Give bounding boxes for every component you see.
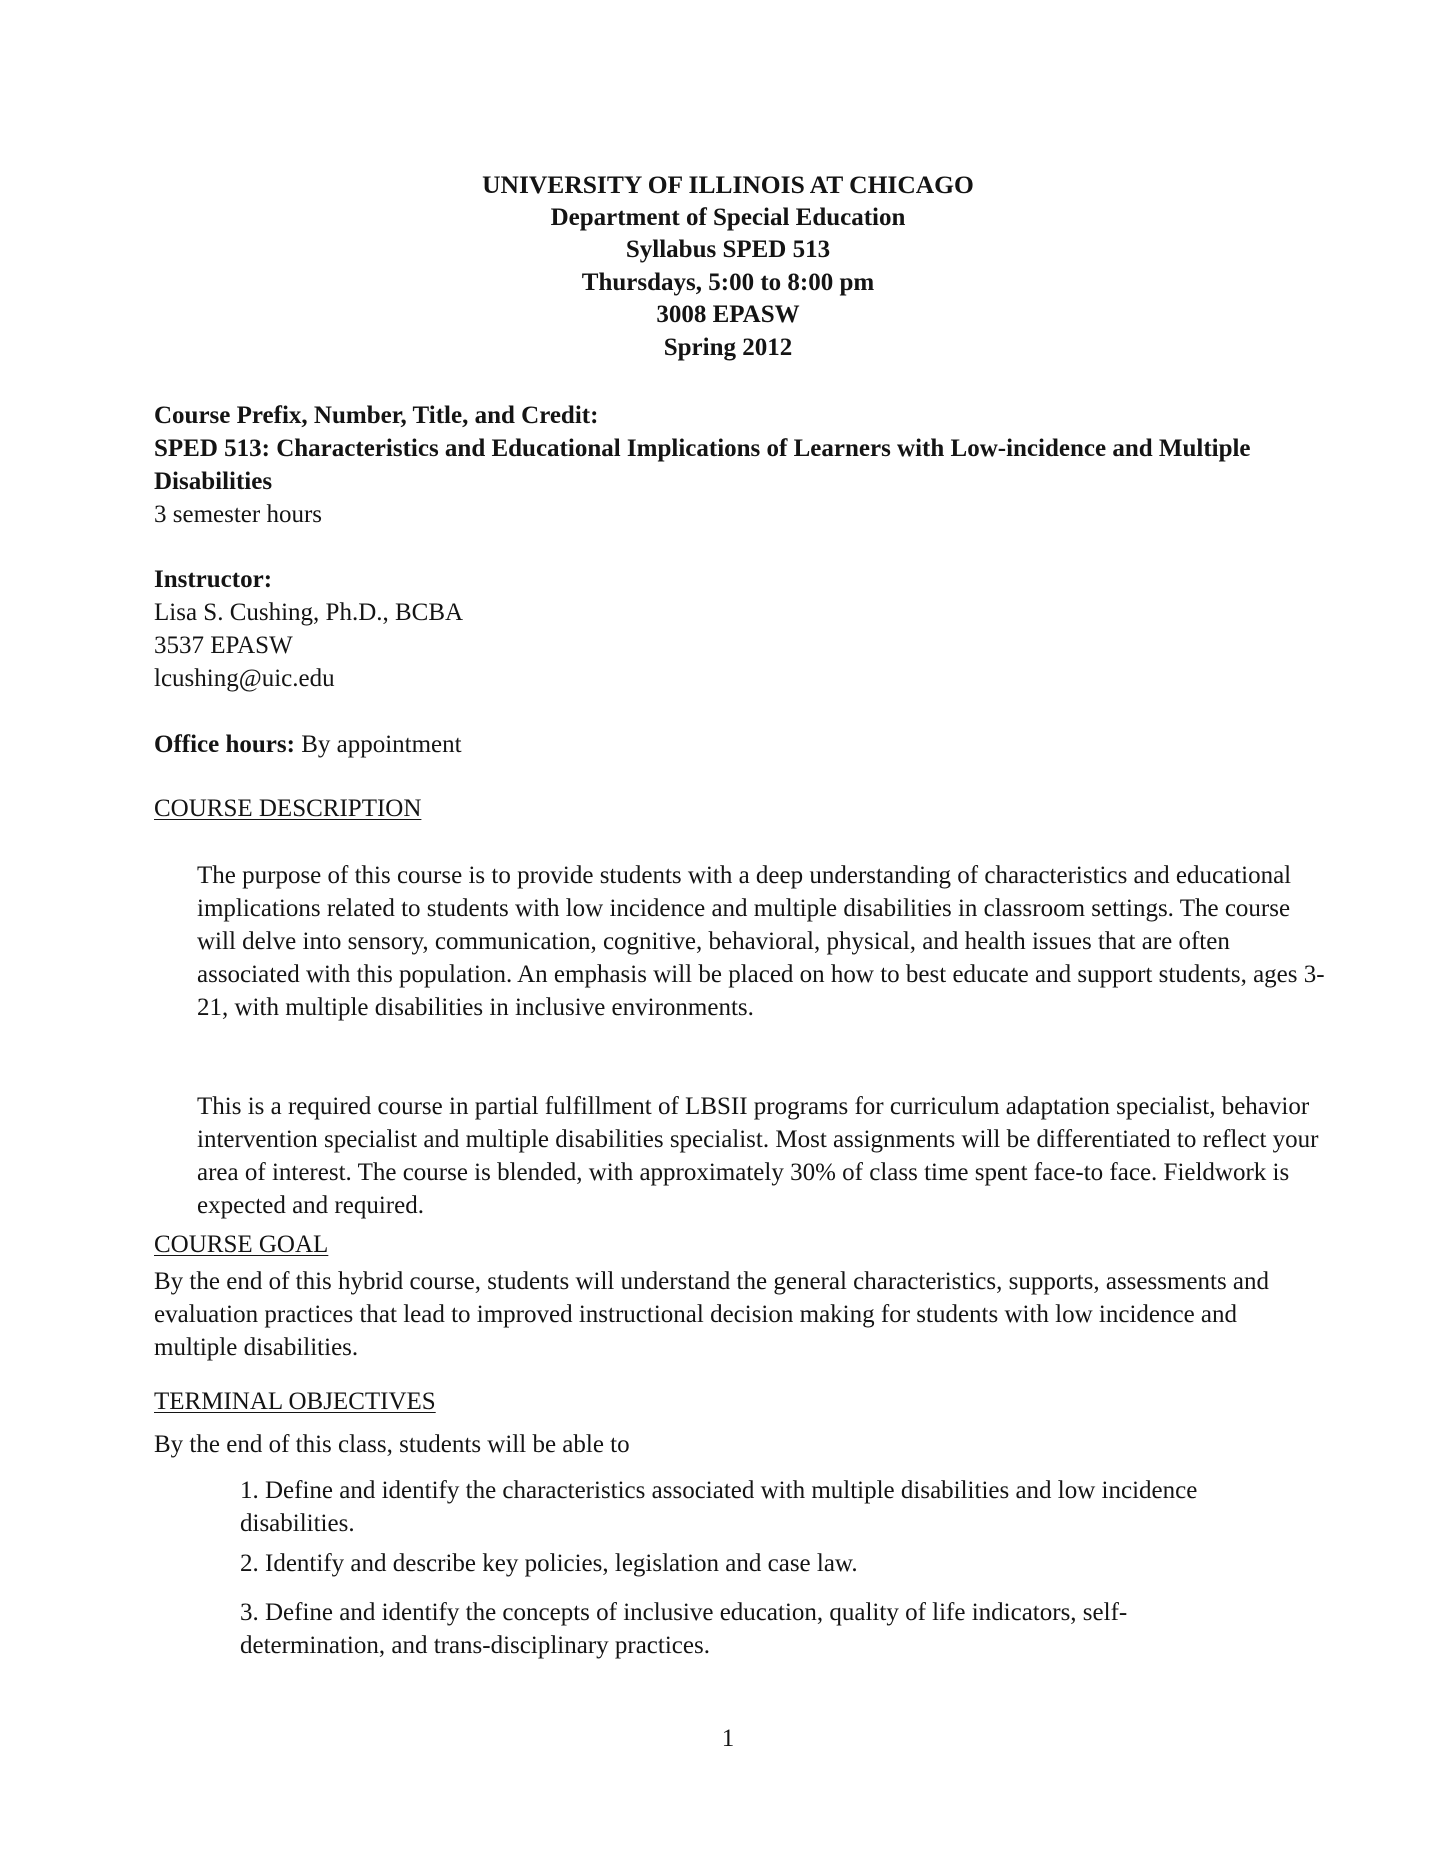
class-term: Spring 2012 (663, 333, 793, 361)
course-description-heading-wrap (154, 792, 1324, 825)
instructor-label: Instructor: (154, 566, 273, 593)
description-text-1: The purpose of this course is to provide students with a deep understanding of characteristics and educational implications related to students with low incidence and multiple disabilities in classroom settings. The course will delve into sensory, communication, cognitive, behavioral, physical, and health issues that are often associated with this population. An emphasis will be placed on how to best educate and support students, ages 3-21, with multiple disabilities in inclusive environments. (197, 862, 1325, 1021)
instructor-info (154, 563, 1324, 695)
document-header (0, 169, 1456, 364)
office-hours-label: Office hours: (154, 731, 295, 758)
course-credit: 3 semester hours (154, 501, 323, 528)
course-description-paragraph-2 (197, 1090, 1327, 1222)
course-description-heading: COURSE DESCRIPTION (154, 795, 422, 822)
department-name: Department of Special Education (550, 203, 906, 231)
objective-item (240, 1474, 1260, 1540)
instructor-email[interactable]: lcushing@uic.edu (154, 665, 335, 692)
terminal-objectives-heading: TERMINAL OBJECTIVES (154, 1388, 436, 1415)
course-info (154, 399, 1324, 531)
course-goal-text: By the end of this hybrid course, students will understand the general characteristics, supports, assessments and evaluation practices that lead to improved instructional decision making for students with low incidence and multiple disabilities. (154, 1268, 1270, 1361)
class-schedule: Thursdays, 5:00 to 8:00 pm (581, 268, 875, 296)
terminal-objectives (154, 1385, 1324, 1461)
course-title: SPED 513: Characteristics and Educational Implications of Learners with Low-incidence and Multiple Disabilities (154, 435, 1251, 495)
course-goal-heading: COURSE GOAL (154, 1231, 329, 1258)
objective-item (240, 1547, 1260, 1580)
instructor-office: 3537 EPASW (154, 632, 293, 659)
page-number: 1 (721, 1725, 735, 1752)
terminal-objectives-intro: By the end of this class, students will be able to (154, 1431, 630, 1458)
description-text-2: This is a required course in partial fulfillment of LBSII programs for curriculum adaptation specialist, behavior intervention specialist and multiple disabilities specialist. Most assignments will be differentiated to reflect your area of interest. The course is blended, with approximately 30% of class time spent face-to face. Fieldwork is expected and required. (197, 1093, 1319, 1219)
office-hours (154, 728, 1324, 761)
course-description-paragraph-1 (197, 859, 1327, 1024)
syllabus-title: Syllabus SPED 513 (625, 236, 831, 263)
objective-item (240, 1596, 1260, 1662)
course-info-label: Course Prefix, Number, Title, and Credit: (154, 402, 599, 429)
class-room: 3008 EPASW (656, 301, 800, 328)
office-hours-value: By appointment (301, 731, 462, 758)
instructor-name: Lisa S. Cushing, Ph.D., BCBA (154, 599, 464, 626)
objective-text-3: 3. Define and identify the concepts of inclusive education, quality of life indicators, self-determination, and trans-disciplinary practices. (240, 1599, 1128, 1659)
objective-text-2: 2. Identify and describe key policies, legislation and case law. (240, 1550, 858, 1577)
course-goal (154, 1228, 1324, 1364)
university-name: UNIVERSITY OF ILLINOIS AT CHICAGO (482, 170, 974, 199)
objective-text-1: 1. Define and identify the characteristics associated with multiple disabilities and low incidence disabilities. (240, 1477, 1198, 1537)
